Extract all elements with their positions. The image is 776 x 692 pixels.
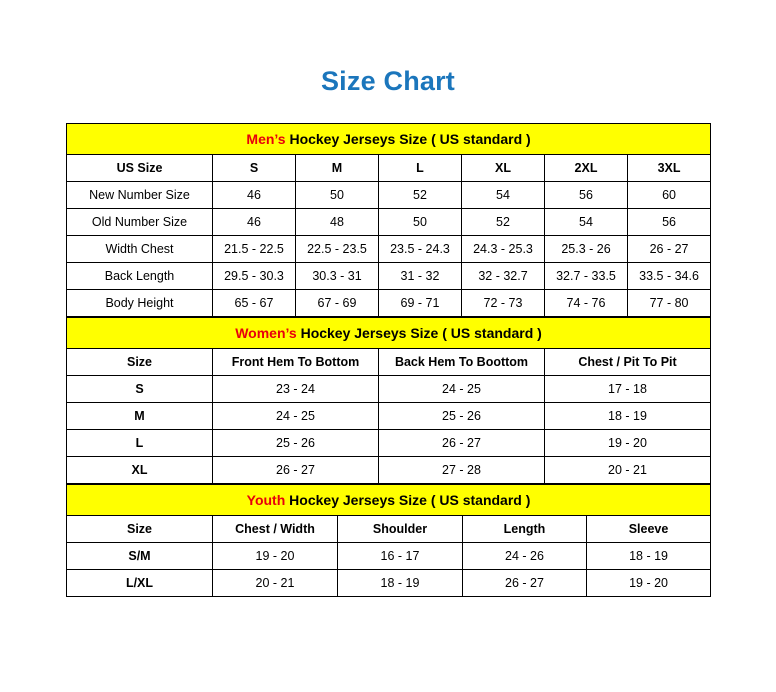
mens-row-4-val-1: 67 - 69 [296, 290, 379, 317]
womens-section-heading [67, 318, 711, 349]
mens-row-4-val-3: 72 - 73 [462, 290, 545, 317]
mens-row-2-val-5: 26 - 27 [628, 236, 711, 263]
mens-row-4-val-5: 77 - 80 [628, 290, 711, 317]
womens-column-headers [67, 349, 711, 376]
mens-row-3-val-3: 32 - 32.7 [462, 263, 545, 290]
womens-col-2: Back Hem To Boottom [379, 349, 545, 376]
womens-row-0-val-2: 17 - 18 [545, 376, 711, 403]
mens-col-2: M [296, 155, 379, 182]
table-row [67, 182, 711, 209]
mens-row-1-val-2: 50 [379, 209, 462, 236]
womens-row-0-label: S [67, 376, 213, 403]
youth-col-1: Chest / Width [213, 516, 338, 543]
womens-row-2-val-2: 19 - 20 [545, 430, 711, 457]
mens-row-4-val-4: 74 - 76 [545, 290, 628, 317]
womens-section-heading-cell [67, 318, 711, 349]
mens-heading-rest: Hockey Jerseys Size ( US standard ) [285, 131, 531, 147]
youth-col-4: Sleeve [587, 516, 711, 543]
mens-row-3-label: Back Length [67, 263, 213, 290]
womens-row-1-val-0: 24 - 25 [213, 403, 379, 430]
mens-row-0-val-3: 54 [462, 182, 545, 209]
youth-section-heading-cell [67, 485, 711, 516]
mens-row-3-val-4: 32.7 - 33.5 [545, 263, 628, 290]
mens-col-1: S [213, 155, 296, 182]
mens-row-2-val-0: 21.5 - 22.5 [213, 236, 296, 263]
womens-row-0-val-1: 24 - 25 [379, 376, 545, 403]
mens-heading-accent: Men’s [246, 131, 286, 147]
mens-row-4-label: Body Height [67, 290, 213, 317]
table-row [67, 570, 711, 597]
youth-row-1-label: L/XL [67, 570, 213, 597]
mens-row-4-val-0: 65 - 67 [213, 290, 296, 317]
mens-row-2-val-3: 24.3 - 25.3 [462, 236, 545, 263]
mens-row-2-val-2: 23.5 - 24.3 [379, 236, 462, 263]
youth-row-0-label: S/M [67, 543, 213, 570]
page-title: Size Chart [320, 66, 456, 96]
womens-col-0: Size [67, 349, 213, 376]
womens-row-0-val-0: 23 - 24 [213, 376, 379, 403]
youth-col-3: Length [463, 516, 587, 543]
youth-col-2: Shoulder [338, 516, 463, 543]
youth-row-0-val-2: 24 - 26 [463, 543, 587, 570]
youth-section-heading [67, 485, 711, 516]
table-row [67, 403, 711, 430]
mens-col-5: 2XL [545, 155, 628, 182]
mens-row-1-val-5: 56 [628, 209, 711, 236]
youth-row-0-val-0: 19 - 20 [213, 543, 338, 570]
table-row [67, 376, 711, 403]
womens-col-3: Chest / Pit To Pit [545, 349, 711, 376]
mens-row-1-label: Old Number Size [67, 209, 213, 236]
youth-row-1-val-0: 20 - 21 [213, 570, 338, 597]
mens-section-heading-cell [67, 124, 711, 155]
mens-row-3-val-0: 29.5 - 30.3 [213, 263, 296, 290]
mens-row-2-val-4: 25.3 - 26 [545, 236, 628, 263]
womens-row-2-val-0: 25 - 26 [213, 430, 379, 457]
mens-row-3-val-5: 33.5 - 34.6 [628, 263, 711, 290]
table-row [67, 263, 711, 290]
youth-row-1-val-2: 26 - 27 [463, 570, 587, 597]
mens-col-3: L [379, 155, 462, 182]
youth-heading-rest: Hockey Jerseys Size ( US standard ) [285, 492, 531, 508]
womens-row-3-val-1: 27 - 28 [379, 457, 545, 484]
youth-size-table [66, 484, 711, 597]
womens-row-1-val-2: 18 - 19 [545, 403, 711, 430]
youth-col-0: Size [67, 516, 213, 543]
mens-col-0: US Size [67, 155, 213, 182]
youth-column-headers [67, 516, 711, 543]
table-row [67, 209, 711, 236]
youth-row-0-val-3: 18 - 19 [587, 543, 711, 570]
mens-row-0-val-4: 56 [545, 182, 628, 209]
womens-row-1-val-1: 25 - 26 [379, 403, 545, 430]
table-row [67, 290, 711, 317]
size-chart-tables [66, 97, 710, 597]
mens-col-6: 3XL [628, 155, 711, 182]
mens-row-0-val-1: 50 [296, 182, 379, 209]
mens-section-heading [67, 124, 711, 155]
womens-heading-accent: Women’s [235, 325, 297, 341]
womens-row-2-label: L [67, 430, 213, 457]
table-row [67, 236, 711, 263]
womens-row-3-val-0: 26 - 27 [213, 457, 379, 484]
mens-row-1-val-4: 54 [545, 209, 628, 236]
youth-row-0-val-1: 16 - 17 [338, 543, 463, 570]
mens-row-1-val-0: 46 [213, 209, 296, 236]
youth-row-1-val-3: 19 - 20 [587, 570, 711, 597]
mens-row-3-val-2: 31 - 32 [379, 263, 462, 290]
mens-size-table [66, 123, 711, 317]
mens-row-1-val-3: 52 [462, 209, 545, 236]
table-row [67, 430, 711, 457]
mens-row-2-label: Width Chest [67, 236, 213, 263]
womens-row-3-val-2: 20 - 21 [545, 457, 711, 484]
table-row [67, 457, 711, 484]
womens-size-table [66, 317, 711, 484]
youth-heading-accent: Youth [246, 492, 286, 508]
mens-row-0-label: New Number Size [67, 182, 213, 209]
womens-row-2-val-1: 26 - 27 [379, 430, 545, 457]
mens-row-0-val-5: 60 [628, 182, 711, 209]
womens-row-1-label: M [67, 403, 213, 430]
mens-column-headers [67, 155, 711, 182]
mens-col-4: XL [462, 155, 545, 182]
mens-row-2-val-1: 22.5 - 23.5 [296, 236, 379, 263]
mens-row-0-val-2: 52 [379, 182, 462, 209]
mens-row-3-val-1: 30.3 - 31 [296, 263, 379, 290]
womens-row-3-label: XL [67, 457, 213, 484]
mens-row-0-val-0: 46 [213, 182, 296, 209]
womens-heading-rest: Hockey Jerseys Size ( US standard ) [296, 325, 542, 341]
youth-row-1-val-1: 18 - 19 [338, 570, 463, 597]
mens-row-4-val-2: 69 - 71 [379, 290, 462, 317]
mens-row-1-val-1: 48 [296, 209, 379, 236]
table-row [67, 543, 711, 570]
womens-col-1: Front Hem To Bottom [213, 349, 379, 376]
